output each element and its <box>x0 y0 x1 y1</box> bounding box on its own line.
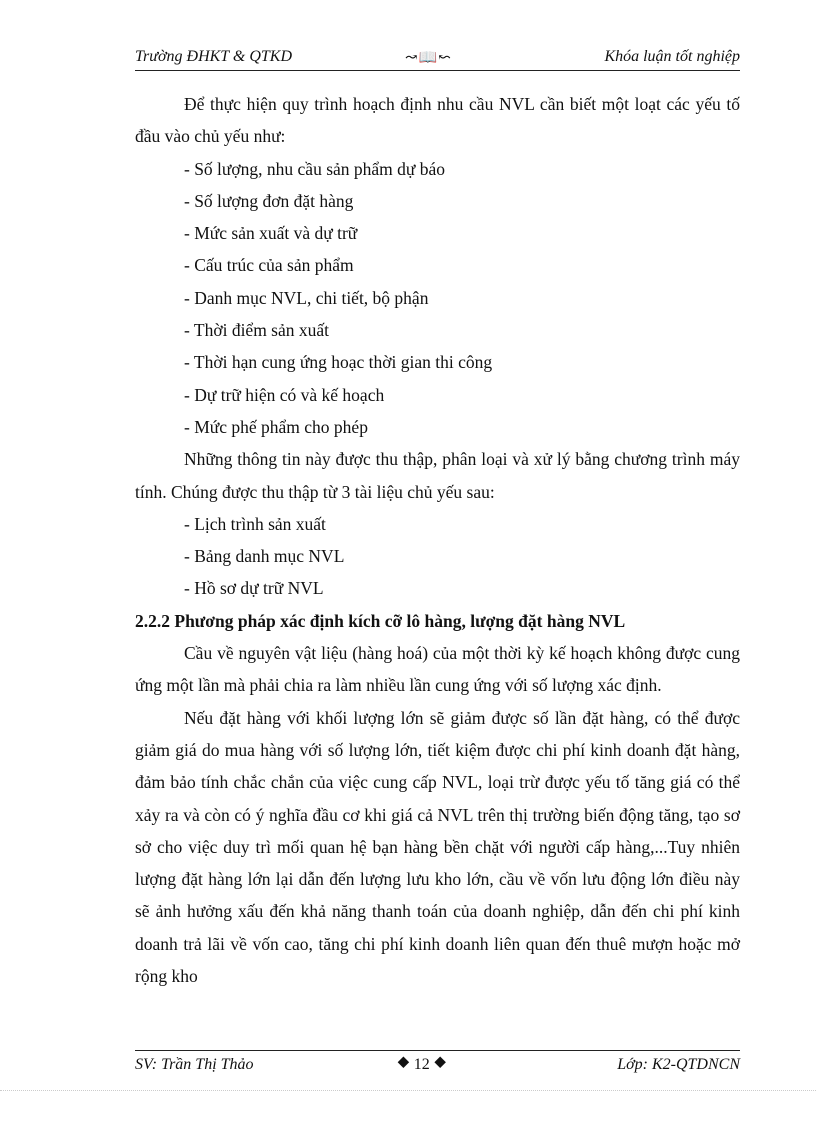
page-number: ⯁ 12 ⯁ <box>397 1056 447 1073</box>
list-item: - Danh mục NVL, chi tiết, bộ phận <box>184 287 429 308</box>
list-item: - Thời điểm sản xuất <box>184 320 330 341</box>
list-item: - Số lượng đơn đặt hàng <box>184 190 354 211</box>
list-item: - Dự trữ hiện có và kế hoạch <box>184 384 385 405</box>
header-ornament-icon: ↝📖↜ <box>405 50 452 66</box>
list-item: - Mức sản xuất và dự trữ <box>184 223 358 244</box>
header-thesis-title: Khóa luận tốt nghiệp <box>604 48 740 65</box>
list-item: - Lịch trình sản xuất <box>184 513 326 534</box>
list-item: - Hồ sơ dự trữ NVL <box>184 578 324 599</box>
list-item: - Cấu trúc của sản phẩm <box>184 255 354 276</box>
footer-student: SV: Trần Thị Thảo <box>135 1056 254 1073</box>
list-item: - Bảng danh mục NVL <box>184 546 345 567</box>
list-item: - Số lượng, nhu cầu sản phẩm dự báo <box>184 158 446 179</box>
paragraph: Cầu về nguyên vật liệu (hàng hoá) của một thời kỳ kế hoạch không được cung ứng một lần mà phải chia ra làm nhiều lần cung ứng với số lượng xác định. <box>135 643 740 696</box>
page-footer <box>135 1050 740 1077</box>
paragraph: Nếu đặt hàng với khối lượng lớn sẽ giảm được số lần đặt hàng, có thể được giảm giá do mua hàng với số lượng lớn, tiết kiệm được chi phí kinh doanh đặt hàng, đảm bảo tính chắc chắn của việc cung cấp NVL, loại trừ được yếu tố tăng giá có thể xảy ra và còn có ý nghĩa đầu cơ khi giá cả NVL trên thị trường biến động tăng, tạo sơ sở cho việc duy trì mối quan hệ bạn hàng bền chặt với người cấp hàng,...Tuy nhiên lượng đặt hàng lớn lại dẫn đến lượng lưu kho lớn, cầu về vốn lưu động lớn điều này sẽ ảnh hưởng xấu đến khả năng thanh toán của doanh nghiệp, dẫn đến chi phí kinh doanh trả lãi về vốn cao, tăng chi phí kinh doanh liên quan đến thuê mượn hoặc mở rộng kho <box>135 707 740 987</box>
section-heading: 2.2.2 Phương pháp xác định kích cỡ lô hàng, lượng đặt hàng NVL <box>135 610 626 631</box>
page-edge-divider <box>0 1090 816 1091</box>
list-item: - Thời hạn cung ứng hoạc thời gian thi công <box>184 352 493 373</box>
intro-paragraph: Để thực hiện quy trình hoạch định nhu cầu NVL cần biết một loạt các yếu tố đầu vào chủ yếu như: <box>135 94 740 147</box>
header-school: Trường ĐHKT & QTKD <box>135 48 293 65</box>
list-item: - Mức phế phẩm cho phép <box>184 416 368 437</box>
page-body <box>135 88 740 992</box>
footer-class: Lớp: K2-QTDNCN <box>617 1056 740 1073</box>
info-paragraph: Những thông tin này được thu thập, phân loại và xử lý bằng chương trình máy tính. Chúng được thu thập từ 3 tài liệu chủ yếu sau: <box>135 449 740 502</box>
page-header <box>135 48 740 71</box>
